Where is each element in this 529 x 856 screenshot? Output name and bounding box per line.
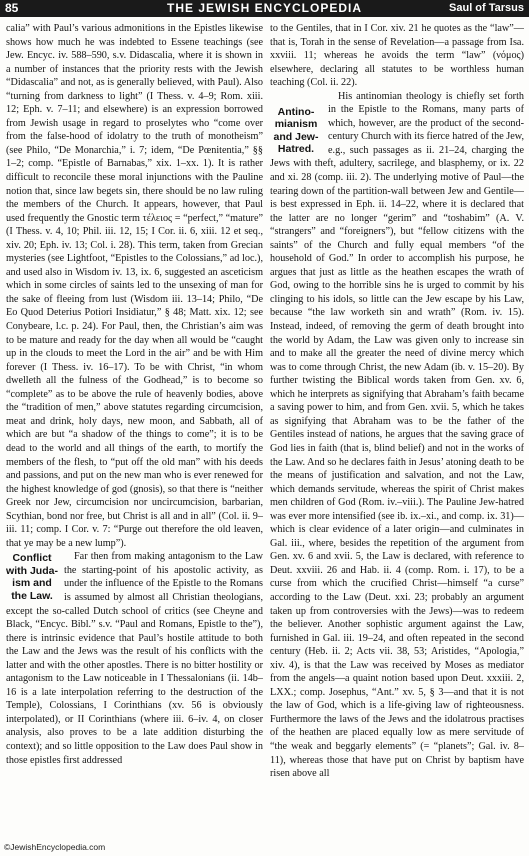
right-paragraph-2: His antinomian theology is chiefly set forth in the Epistle to the Romans, many parts of which, however, are the product of the second-century Church with its fierce hatred of the Jew, e.g., such passages as ii. 21–24, charging the Jews with theft, adultery, sacrilege, and blasphemy, or ix. 22 and xi. 28 (comp. iii. 2). The underlying motive of Paul—the tearing down of the partition-wall between Jew and Gentile—is best expressed in Eph. ii. 14–22, where it is declared that the latter are no longer “gerim” and “toshabim” (A. V. “strangers” and “foreigners”), but “fellow citizens with the saints” of the Church and fully equal members “of the household of God.” In order to accomplish his purpose, he argues that just as little as the heathen escapes the wrath of God, owing to the horrible sins he is urged to commit by his clinging to his idols, so little can the Jew escape by his Law, because “the law worketh sin and wrath” (Rom. iv. 15). Instead, indeed, of removing the germ of death brought into the world by Adam, the Law was given only to increase sin and to make all the greater the need of divine mercy which was to come through Christ, the new Adam (ib. v. 15–20). By further twisting the Biblical words taken from Gen. xv. 6, which he interprets as signifying that Abraham’s faith became a saving power to him, and from Gen. xvii. 5, which he takes as signifying that Abraham was to be the father of the Gentiles instead of nations, he argues that the saving grace of God lies in faith (that is, blind belief) and not in the works of the Law. And so he declares faith in Jesus’ atoning death to be the means of justification and salvation, and not the Law, which demands servitude, whereas the spirit of Christ makes men children of God (Rom. iv.–viii.). The Pauline Jew-hatred was ever more intensified (see ib. ix.–xi., and comp. ix. 31)—which is clear evidence of a later origin—and culminates in Gal. iii., where, besides the repetition of the argument from Gen. xv. 6 and xvii. 5, the Law is declared, with reference to Deut. xxviii. 26 and Hab. ii. 4 (comp. Rom. i. 17), to be a curse from which the crucified Christ—himself “a curse” according to the Law (Deut. xxi. 23; probably an argument taken up from controversies with the Jews)—was to redeem the believer. Another sophistic argument against the Law, furnished in Gal. iii. 19–24, and often repeated in the second century (Heb. ii. 2; Acts vii. 38, 53; Aristides, “Apologia,” xiv. 4), is that the Law was received by Moses as mediator from the angels—a quaint notion based upon Deut. xxxiii. 2, LXX.; comp. Josephus, “Ant.” xv. 5, § 3—and that it is not the law of God, which is a life-giving law of righteousness. Furthermore the laws of the Jews and the idolatrous practises of the heathen are placed equally low as mere servitude of “the weak and beggarly elements” (= “planets”; Gal. iv. 8–11), whereas those that have put on Christ by baptism have risen above all <box>270 90 524 780</box>
journal-title: THE JEWISH ENCYCLOPEDIA <box>166 1 363 15</box>
left-paragraph-1: calia” with Paul’s various admonitions in the Epistles likewise shows how much he was indebted to Essene teachings (see Jew. Encyc. iv. 588–590, s.v. Didascalia, where it is shown in a number of instances that the priority rests with the Jewish “Didascalia” and not, as is generally believed, with Paul). Also “turning from darkness to light” (I Thess. v. 4–9; Rom. xiii. 12; Eph. v. 7–11; and elsewhere) is an expression borrowed from Jewish usage in regard to proselytes who “come over from the false-hood of idolatry to the truth of monotheism” (see Philo, “De Monarchia,” i. 7; idem, “De Pœnitentia,” §§ 1–2; comp. “Epistle of Barnabas,” xix. 1–xx. 1). It is rather difficult to reconcile these moral injunctions with the Pauline notion that, since law begets sin, there should be no law ruling the members of the Church. It appears, however, that Paul used frequently the Gnostic term τέλειος = “perfect,” “mature” (I Thess. v. 4, 10; Phil. iii. 12, 15; I Cor. ii. 6, xiii. 12 et seq., xiv. 20; Eph. iv. 13; Col. i. 28). This term, taken from Grecian mysteries (see Lightfoot, “Epistles to the Colossians,” ad loc.), and used also in Wisdom iv. 13, ix. 6, suggested an asceticism which in some circles of saints led to the unsexing of man for the sake of fleeing from lust (Wisdom iii. 13–14; Philo, “De Eo Quod Deterius Potiori Insidiatur,” § 48; Matt. xix. 12; see Conybeare, l.c. p. 24). For Paul, then, the Christian’s aim was to be mature and ready for the day when all would be “caught up in the clouds to meet the Lord in the air” and be with Him forever (I Thess. iv. 16–17). To be with Christ, “in whom dwelleth all the fulness of the Godhead,” is to become so “complete” as to be above the rule of heavenly bodies, above the “tradition of men,” above statutes regarding circumcision, meat and drink, holy days, new moon, and Sabbath, all of which are but “a shadow of the things to come”; it is to be dead to the world and all things of the earth, to mortify the members of the flesh, to “put off the old man” with his deeds and passions, and put on the new man who is ever renewed for the highest knowledge of god (gnosis), so that there is “neither Greek nor Jew, circumcision nor uncircumcision, barbarian, Scythian, bond nor free, but Christ is all and in all” (Col. ii. 9–iii. 11; comp. I Cor. v. 7: “Purge out therefore the old leaven, that ye may be a new lump”). <box>6 23 263 549</box>
article-title: Saul of Tarsus <box>449 2 524 14</box>
sidehead-antinomianism <box>270 106 322 156</box>
sidehead-line: mianism <box>274 118 318 131</box>
copyright-footer: ©JewishEncyclopedia.com <box>4 842 106 852</box>
right-column <box>270 22 524 842</box>
sidehead-line: Conflict <box>12 552 52 565</box>
sidehead-line: with Juda- <box>6 564 58 577</box>
left-column <box>6 22 263 842</box>
right-paragraph-1: to the Gentiles, that in I Cor. xiv. 21 he quotes as the “law”—that is, Torah in the sense of Revelation—a passage from Isa. xxviii. 11; whereas he avoids the term “law” (νόμος) elsewhere, declaring all statutes to be worthless human teaching (Col. ii. 22). <box>270 23 524 89</box>
sidehead-line: ism and <box>12 577 52 590</box>
sidehead-line: Antino- <box>277 105 315 118</box>
sidehead-line: the Law. <box>11 589 53 602</box>
sidehead-line: and Jew- <box>273 130 319 143</box>
sidehead-line: Hatred. <box>277 143 315 156</box>
left-paragraph-2: Far then from making antagonism to the Law the starting-point of his apostolic activity, as under the influence of the Epistle to the Romans is assumed by almost all Christian theologians, except the so-called Dutch school of critics (see Cheyne and Black, “Encyc. Bibl.” s.v. “Paul and Romans, Epistle to the”), there is intrinsic evidence that Paul’s hostile attitude to both the Law and the Jews was the result of his conflicts with the latter and with the other apostles. There is no bitter hostility or antagonism to the Law noticeable in I Thessalonians (ii. 14b–16 is a late interpolation referring to the destruction of the Temple), Colossians, I Corinthians (xv. 56 is obviously interpolated), or II Corinthians (where iii. 6–iv. 4, on closer analysis, also proves to be a late addition disturbing the context); and so little opposition to the Law does Paul show in those epistles first addressed <box>6 551 263 766</box>
page-header <box>0 0 529 17</box>
sidehead-conflict-with-judaism <box>6 552 58 602</box>
page-number: 85 <box>5 1 19 15</box>
